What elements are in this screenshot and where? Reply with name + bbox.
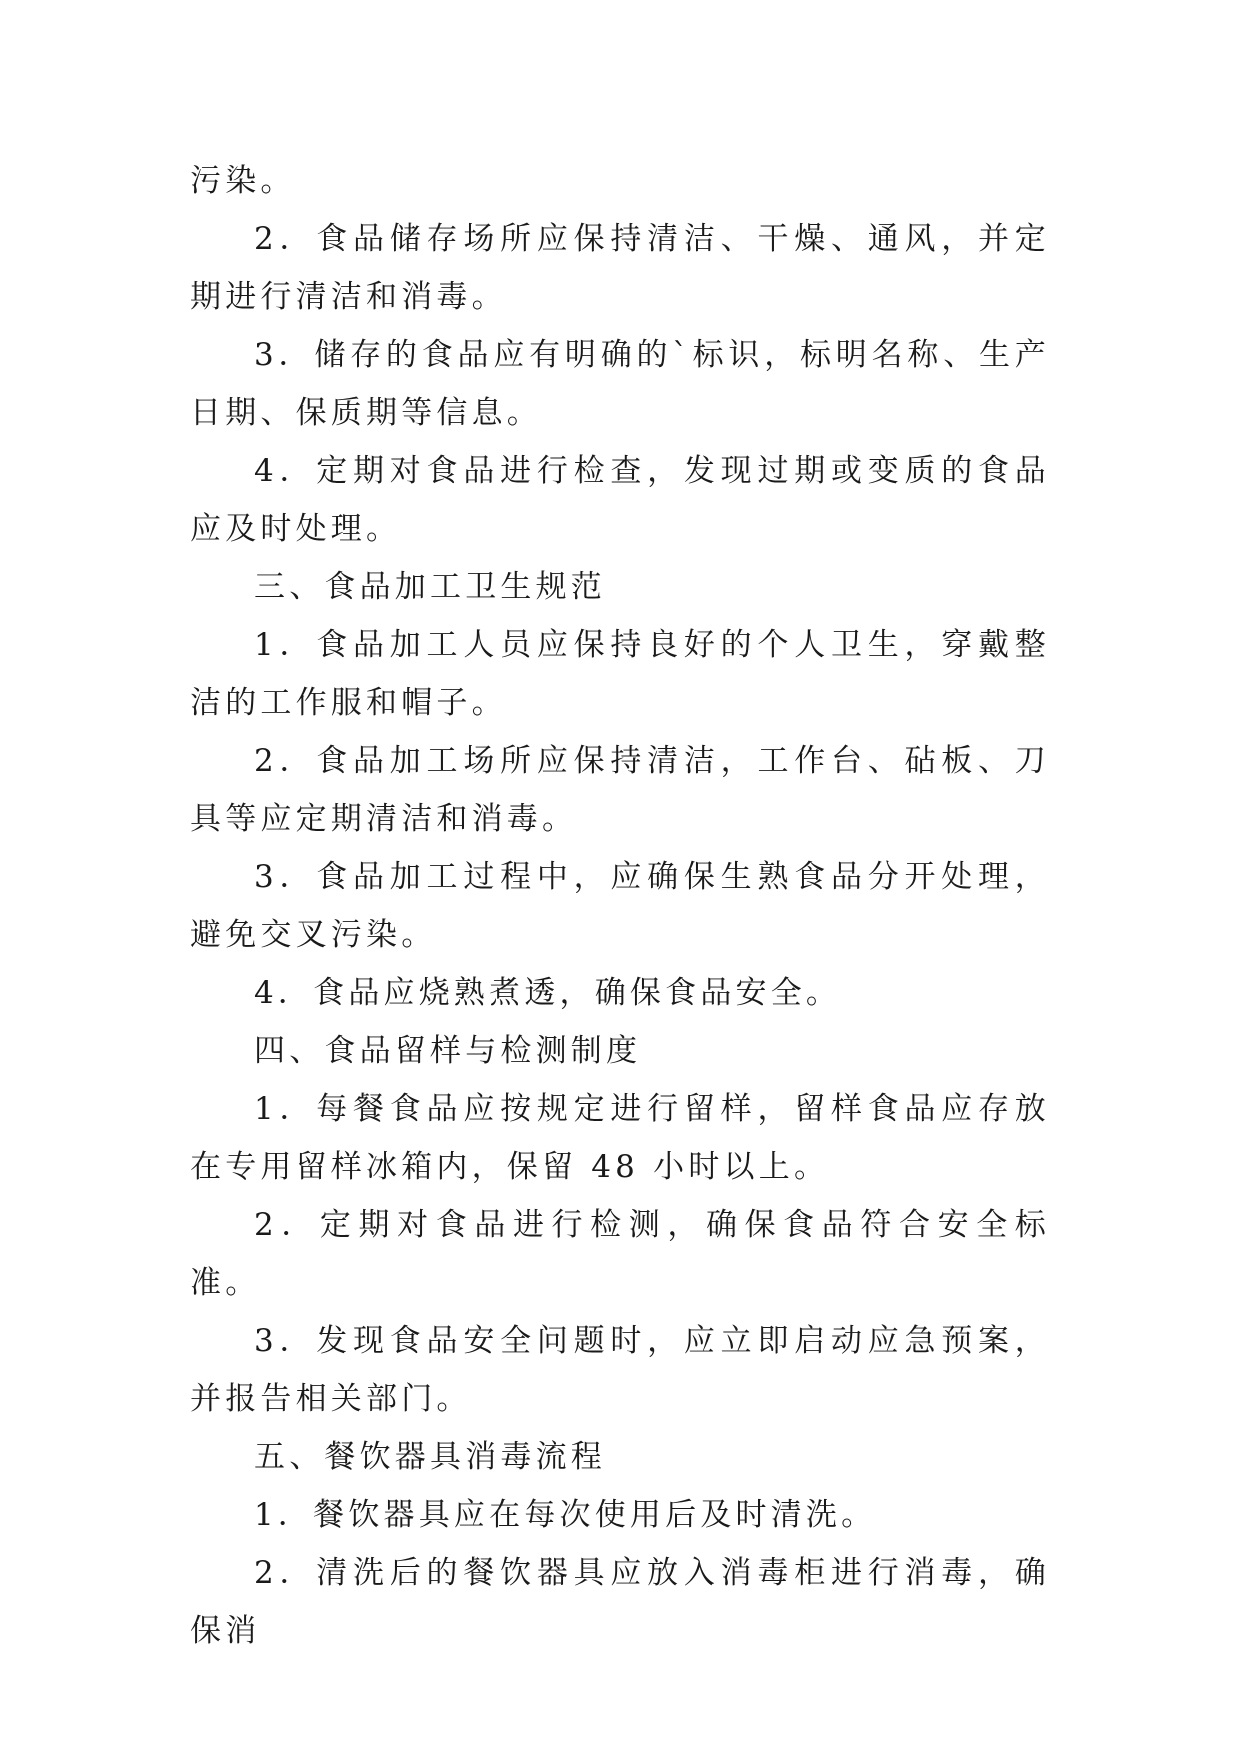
paragraph: 1．每餐食品应按规定进行留样，留样食品应存放在专用留样冰箱内，保留 48 小时以上。 [190, 1091, 1050, 1185]
paragraph: 2．食品加工场所应保持清洁，工作台、砧板、刀具等应定期清洁和消毒。 [190, 743, 1050, 837]
paragraph: 3．食品加工过程中，应确保生熟食品分开处理，避免交叉污染。 [190, 859, 1050, 953]
paragraph: 2．清洗后的餐饮器具应放入消毒柜进行消毒，确保消 [190, 1555, 1050, 1649]
section-heading: 三、食品加工卫生规范 [254, 569, 606, 605]
paragraph: 1．餐饮器具应在每次使用后及时清洗。 [254, 1497, 877, 1533]
paragraph: 4．食品应烧熟煮透，确保食品安全。 [254, 975, 842, 1011]
paragraph: 2．食品储存场所应保持清洁、干燥、通风，并定期进行清洁和消毒。 [190, 221, 1050, 315]
paragraph: 3．储存的食品应有明确的`标识，标明名称、生产日期、保质期等信息。 [190, 337, 1050, 431]
paragraph: 污染。 [190, 163, 296, 199]
section-heading: 五、餐饮器具消毒流程 [254, 1439, 606, 1475]
paragraph: 1．食品加工人员应保持良好的个人卫生，穿戴整洁的工作服和帽子。 [190, 627, 1050, 721]
document-body [190, 152, 1050, 1660]
section-heading: 四、食品留样与检测制度 [254, 1033, 642, 1069]
paragraph: 2．定期对食品进行检测，确保食品符合安全标准。 [190, 1207, 1050, 1301]
paragraph: 4．定期对食品进行检查，发现过期或变质的食品应及时处理。 [190, 453, 1050, 547]
paragraph: 3．发现食品安全问题时，应立即启动应急预案，并报告相关部门。 [190, 1323, 1050, 1417]
